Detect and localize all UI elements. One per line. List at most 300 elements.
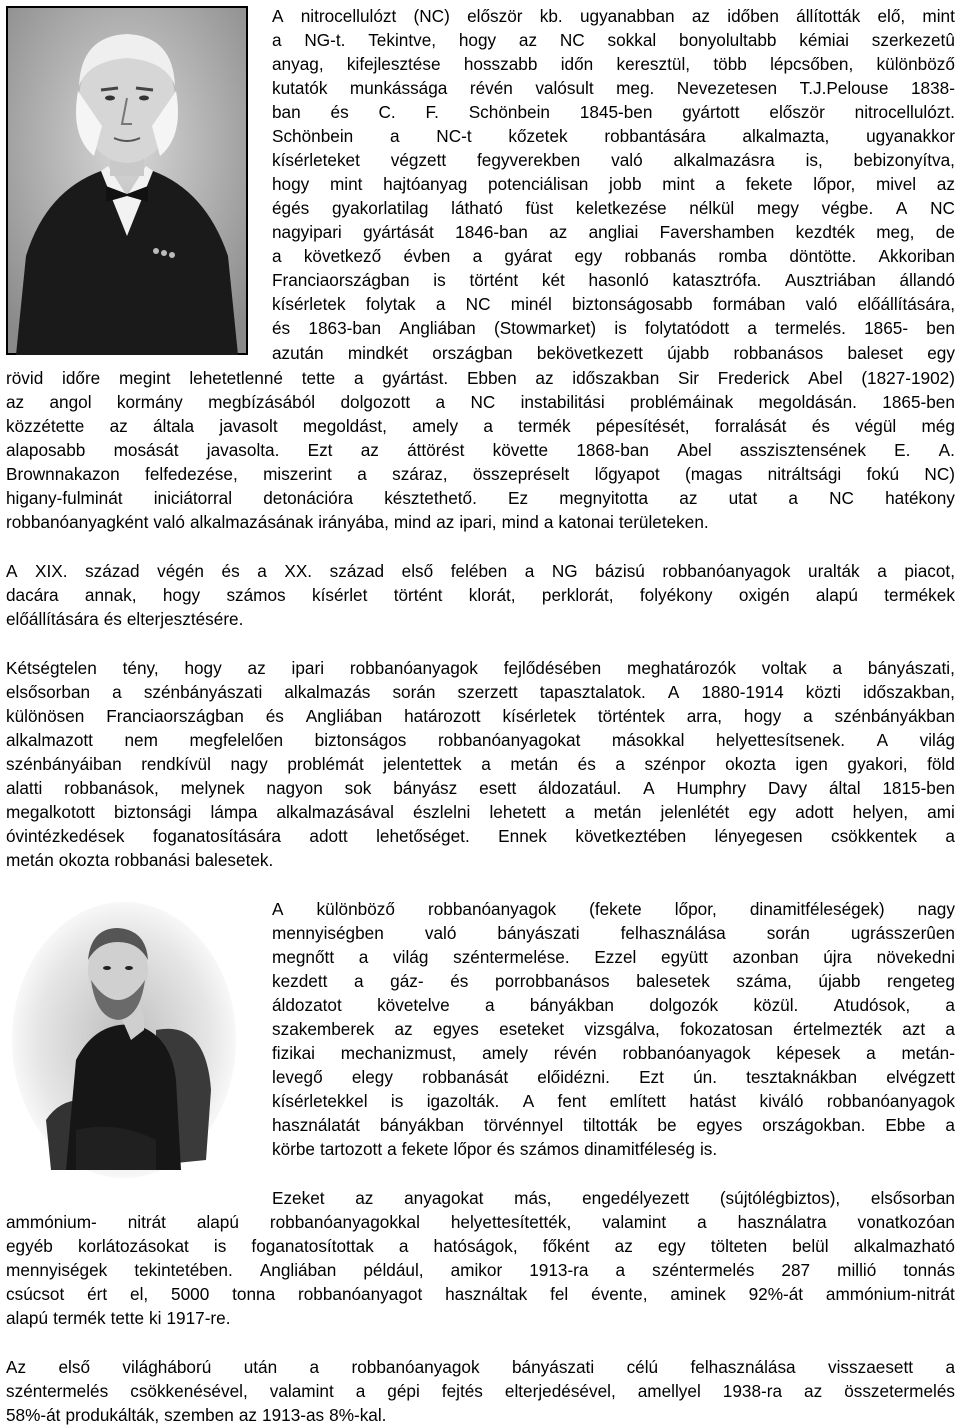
word: engedélyezett <box>582 1188 690 1208</box>
word: kormány <box>116 392 183 412</box>
word: megfelelően <box>189 730 284 750</box>
word: hatást <box>689 1091 737 1111</box>
word: alkalmazás <box>284 682 371 702</box>
word: világháború <box>122 1357 212 1377</box>
word: is <box>390 1091 404 1111</box>
word: lépcsőben, <box>770 54 854 74</box>
word: a <box>389 126 400 146</box>
word: csökkenésével, <box>130 1381 248 1401</box>
word: NC <box>470 392 496 412</box>
word: gyártását <box>363 222 434 242</box>
word: fel <box>550 1284 569 1304</box>
text-line <box>272 897 955 921</box>
word: óvintézkedések <box>6 826 125 846</box>
word: világ <box>919 730 955 750</box>
word: kiváló <box>759 1091 804 1111</box>
word: Abel <box>677 440 712 460</box>
word: korlátozásokat <box>77 1236 189 1256</box>
word: áldozatául. <box>538 778 622 798</box>
word: a <box>357 464 367 484</box>
word: Brownnakazon <box>6 464 120 484</box>
word: újabb <box>667 343 710 363</box>
word: voltak <box>761 658 807 678</box>
word: robbanóanyagot <box>297 1284 423 1304</box>
word: első <box>58 1357 90 1377</box>
word: ugrásszerûen <box>850 923 955 943</box>
word: Frederick <box>717 368 790 388</box>
word: 1815-ben <box>882 778 955 798</box>
word: Humphry <box>676 778 747 798</box>
word: alapú <box>196 1212 239 1232</box>
word: folytatódott <box>645 318 730 338</box>
word: fent <box>557 1091 587 1111</box>
word: mint <box>662 174 695 194</box>
word: XX. <box>284 561 313 581</box>
word: Ebbe <box>885 1115 926 1135</box>
word: mosását <box>113 440 179 460</box>
word: katasztrófa. <box>672 270 762 290</box>
word: romba <box>718 246 768 266</box>
word: katonai <box>558 512 614 532</box>
word: során <box>766 923 810 943</box>
word: Ausztriában <box>785 270 876 290</box>
word: egyes <box>696 1115 743 1135</box>
word: főként <box>542 1236 590 1256</box>
text-line <box>6 583 955 607</box>
word: 1880-1914 <box>701 682 784 702</box>
word: használatát <box>272 1115 360 1135</box>
word: Schönbein <box>272 126 354 146</box>
word: az <box>679 488 698 508</box>
word: kifejlesztése <box>346 54 441 74</box>
word: a <box>524 561 535 581</box>
word: A <box>876 730 889 750</box>
word: a <box>272 246 282 266</box>
text-line <box>6 1306 955 1330</box>
word: gáz- <box>390 971 424 991</box>
text-line <box>6 704 955 728</box>
word: hatóságok, <box>433 1236 518 1256</box>
text-line <box>6 438 955 462</box>
word: fizikai <box>272 1043 315 1063</box>
word: tapasztalatok. <box>539 682 646 702</box>
word: ammónium- <box>6 1212 97 1232</box>
word: aminek <box>670 1284 726 1304</box>
word: annak, <box>84 585 137 605</box>
word: előállítására <box>6 609 99 629</box>
word: alkalmazott <box>6 730 93 750</box>
word: A <box>272 6 284 26</box>
word: robbanási <box>114 850 190 870</box>
word: század <box>329 561 385 581</box>
word: mindkét <box>347 343 409 363</box>
word: NC) <box>924 464 955 484</box>
word: újabb <box>818 971 861 991</box>
word: igazolták. <box>426 1091 500 1111</box>
word: problémát <box>287 754 364 774</box>
word: egy <box>927 343 955 363</box>
word: nagy <box>917 899 955 919</box>
word: produkálták, <box>65 1405 160 1425</box>
word: nem <box>124 730 158 750</box>
word: országokban. <box>762 1115 866 1135</box>
word: bányászati <box>497 923 580 943</box>
word: a <box>945 1115 955 1135</box>
word: dinamitféleség <box>584 1139 695 1159</box>
text-line <box>272 1041 955 1065</box>
word: történt <box>393 585 443 605</box>
word: porrobbanásos <box>494 971 610 991</box>
word: áttörést <box>407 440 465 460</box>
word: Kétségtelen <box>6 658 97 678</box>
word: helyettesítsenek. <box>716 730 846 750</box>
word: robbanások, <box>64 778 159 798</box>
word: és <box>272 318 291 338</box>
word: minél <box>510 294 552 314</box>
word: tette <box>110 1308 145 1328</box>
word: lehetetlenné <box>189 368 283 388</box>
word: foganatosítottak <box>251 1236 374 1256</box>
word: a <box>543 512 554 532</box>
word: alapú <box>815 585 858 605</box>
word: időszakban <box>572 368 660 388</box>
word: a <box>354 971 364 991</box>
word: megoldásán. <box>758 392 857 412</box>
word: robbanóanyagok <box>622 1043 751 1063</box>
word: hogy <box>743 706 782 726</box>
word: Ezeket <box>272 1188 325 1208</box>
text-line <box>6 462 955 486</box>
text-line <box>272 341 955 365</box>
word: jobb <box>609 174 642 194</box>
word: tonna <box>232 1284 276 1304</box>
word: száraz, <box>392 464 448 484</box>
word: is <box>433 270 446 290</box>
word: felfedezése, <box>145 464 238 484</box>
word: nagyon <box>266 778 323 798</box>
word: potenciálisan <box>487 174 589 194</box>
word: gyakori, <box>847 754 908 774</box>
word: megalkotott <box>6 802 95 822</box>
word: be <box>657 1115 677 1135</box>
word: több <box>713 54 747 74</box>
word: nitrát <box>127 1212 166 1232</box>
word: Ez <box>508 488 529 508</box>
word: folyékony <box>639 585 713 605</box>
word: alapú <box>6 1308 49 1328</box>
word: nagy <box>230 754 268 774</box>
word: tonnás <box>903 1260 955 1280</box>
word: bebizonyítva, <box>853 150 955 170</box>
word: felében <box>450 561 508 581</box>
word: révén <box>469 78 513 98</box>
word: instabilitási <box>520 392 605 412</box>
word: a <box>358 947 369 967</box>
word: egy <box>657 1236 686 1256</box>
word: 1913-as <box>262 1405 325 1425</box>
word: szakemberek <box>272 1019 375 1039</box>
text-line <box>272 172 955 196</box>
word: a <box>353 368 364 388</box>
word: területeken. <box>618 512 709 532</box>
word: angliai <box>588 222 639 242</box>
word: termelés. <box>775 318 846 338</box>
word: hogy <box>184 658 222 678</box>
word: adott <box>309 826 348 846</box>
word: is <box>213 1236 227 1256</box>
word: ugyanakkor <box>866 126 955 146</box>
word: kémiai <box>799 30 849 50</box>
word: formában <box>712 294 786 314</box>
word: Abel <box>808 368 843 388</box>
word: F. <box>425 102 439 122</box>
word: robbanóanyagokat <box>437 730 581 750</box>
word: dolgozók <box>649 995 719 1015</box>
word: A. <box>938 440 955 460</box>
word: alkalmazásának <box>189 512 314 532</box>
word: robbanás <box>624 246 697 266</box>
text-line <box>272 244 955 268</box>
word: különböző <box>876 54 955 74</box>
word: értelmezték <box>793 1019 882 1039</box>
word: az <box>355 1188 374 1208</box>
word: valamint <box>269 1381 334 1401</box>
word: lényegesen <box>714 826 803 846</box>
word: általa <box>153 416 195 436</box>
word: által <box>828 778 861 798</box>
word: ipari <box>291 658 325 678</box>
word: is <box>614 318 627 338</box>
word: állandó <box>899 270 955 290</box>
word: adott <box>795 802 834 822</box>
word: az <box>394 1019 413 1039</box>
word: egy <box>574 246 603 266</box>
word: a <box>945 1019 955 1039</box>
word: bányászati <box>511 1357 595 1377</box>
word: elterjedésével, <box>504 1381 616 1401</box>
word: lőpor <box>453 1139 492 1159</box>
word: és <box>103 609 122 629</box>
word: kísérlet <box>311 585 368 605</box>
word: balesetek <box>636 971 710 991</box>
word: ben <box>926 318 955 338</box>
word: a <box>483 416 493 436</box>
word: felhasználása <box>690 1357 796 1377</box>
word: lőpor, <box>674 899 717 919</box>
word: használatra <box>737 1212 827 1232</box>
word: detonációra <box>263 488 354 508</box>
word: használtak <box>445 1284 528 1304</box>
word: széntermelése. <box>453 947 570 967</box>
word: gyárat <box>504 246 553 266</box>
word: 1845-ben <box>579 102 653 122</box>
word: rendkívül <box>141 754 211 774</box>
word: következtében <box>575 826 687 846</box>
word: előidézni. <box>537 1067 610 1087</box>
word: időn <box>560 54 594 74</box>
word: robbanóanyagok <box>349 658 478 678</box>
word: időben <box>727 6 779 26</box>
word: Angliában <box>259 1260 337 1280</box>
word: késztethető. <box>384 488 477 508</box>
word: végzett <box>390 150 447 170</box>
text-line <box>6 1258 955 1282</box>
word: hogy <box>162 585 201 605</box>
word: az <box>518 30 538 50</box>
text-line <box>272 1089 955 1113</box>
word: el, <box>130 1284 149 1304</box>
word: Ennek <box>498 826 547 846</box>
text-line <box>6 1403 955 1427</box>
word: a <box>472 246 483 266</box>
word: fokú <box>866 464 900 484</box>
word: mind <box>393 512 432 532</box>
word: a <box>112 682 122 702</box>
text-line <box>6 776 955 800</box>
word: nitrocellulózt. <box>854 102 955 122</box>
word: Schönbein <box>468 102 550 122</box>
word: tette <box>301 368 336 388</box>
word: piacot, <box>904 561 955 581</box>
word: arra, <box>686 706 723 726</box>
word: angol <box>49 392 92 412</box>
word: kezdték <box>795 222 855 242</box>
word: biztonságosabb <box>572 294 693 314</box>
word: tölteten <box>710 1236 768 1256</box>
word: metán <box>593 802 642 822</box>
word: javasolta. <box>206 440 280 460</box>
word: bányákban <box>529 995 614 1015</box>
word: közti <box>805 682 842 702</box>
text-line <box>272 993 955 1017</box>
word: XIX. <box>35 561 68 581</box>
word: igen <box>795 754 828 774</box>
portrait-older-man-icon <box>6 6 248 355</box>
word: rövid <box>6 368 44 388</box>
word: NG <box>551 561 578 581</box>
word: vizsgálva, <box>584 1019 660 1039</box>
word: az <box>535 368 554 388</box>
word: áldozatot <box>272 995 342 1015</box>
word: a <box>435 392 446 412</box>
word: problémáinak <box>630 392 734 412</box>
word: a <box>747 318 757 338</box>
word: belül <box>792 1236 829 1256</box>
word: elő, <box>877 6 906 26</box>
word: lehetőséget. <box>376 826 470 846</box>
text-line <box>6 607 955 631</box>
word: robbantására <box>604 126 706 146</box>
word: lámpa <box>210 802 258 822</box>
word: robbanásos <box>733 343 824 363</box>
word: észlelni <box>413 802 471 822</box>
word: Angliában <box>305 706 383 726</box>
word: hogy <box>458 30 497 50</box>
word: bányászati, <box>867 658 955 678</box>
word: a <box>788 488 798 508</box>
word: dolgozott <box>340 392 411 412</box>
word: 287 <box>781 1260 811 1280</box>
word: időre <box>62 368 101 388</box>
word: 1865- <box>864 318 909 338</box>
word: 1868-ban <box>576 440 649 460</box>
word: országban <box>432 343 513 363</box>
word: anyagokat <box>404 1188 484 1208</box>
word: NC-t <box>436 126 472 146</box>
text-line <box>6 728 955 752</box>
word: A <box>272 899 284 919</box>
word: révén <box>553 1043 597 1063</box>
text-line <box>272 945 955 969</box>
word: Angliában <box>399 318 476 338</box>
word: évben <box>403 246 451 266</box>
word: de <box>935 222 955 242</box>
text-line <box>6 656 955 680</box>
word: termék <box>53 1308 106 1328</box>
word: keresztül, <box>616 54 691 74</box>
word: dacára <box>6 585 59 605</box>
text-line <box>6 848 955 872</box>
word: kőzetek <box>508 126 568 146</box>
word: kísérletek <box>502 706 577 726</box>
word: és <box>221 561 240 581</box>
word: követte <box>492 440 549 460</box>
word: alkalmazta, <box>742 126 830 146</box>
word: különösen <box>6 706 85 726</box>
word: először <box>769 102 825 122</box>
word: csúcsot <box>6 1284 65 1304</box>
word: végül <box>855 416 897 436</box>
word: anyag, <box>272 54 324 74</box>
word: szemben <box>164 1405 234 1425</box>
word: 1865-ben <box>882 392 955 412</box>
word: alkalmazható <box>853 1236 955 1256</box>
word: a <box>398 1236 409 1256</box>
word: hatékony <box>885 488 955 508</box>
word: hajtóanyag <box>383 174 468 194</box>
word: első <box>401 561 434 581</box>
word: Az <box>6 1357 27 1377</box>
word: fekete <box>745 174 793 194</box>
word: alkalmazásával <box>276 802 394 822</box>
word: a <box>564 802 575 822</box>
word: ipari, <box>459 512 497 532</box>
word: körbe <box>272 1139 315 1159</box>
word: biztonságos <box>314 730 407 750</box>
word: mennyiségek <box>6 1260 108 1280</box>
word: említett <box>609 1091 666 1111</box>
word: NC <box>930 198 955 218</box>
word: meg, <box>876 222 915 242</box>
text-line <box>272 220 955 244</box>
word: nélkül <box>689 198 735 218</box>
word: széntermelés <box>6 1381 109 1401</box>
word: 1917-re. <box>166 1308 231 1328</box>
word: Ezzel <box>594 947 637 967</box>
word: folytak <box>365 294 416 314</box>
word: amely <box>482 1043 528 1063</box>
word: végbe. <box>821 198 874 218</box>
word: metán <box>6 850 54 870</box>
word: való <box>153 512 185 532</box>
word: esett <box>479 778 517 798</box>
word: képesek <box>776 1043 841 1063</box>
word: 1846-ban <box>455 222 528 242</box>
word: kísérletek <box>272 294 346 314</box>
word: kutatók <box>272 78 328 98</box>
word: bonyolultabb <box>679 30 777 50</box>
word: mechanizmust, <box>340 1043 457 1063</box>
